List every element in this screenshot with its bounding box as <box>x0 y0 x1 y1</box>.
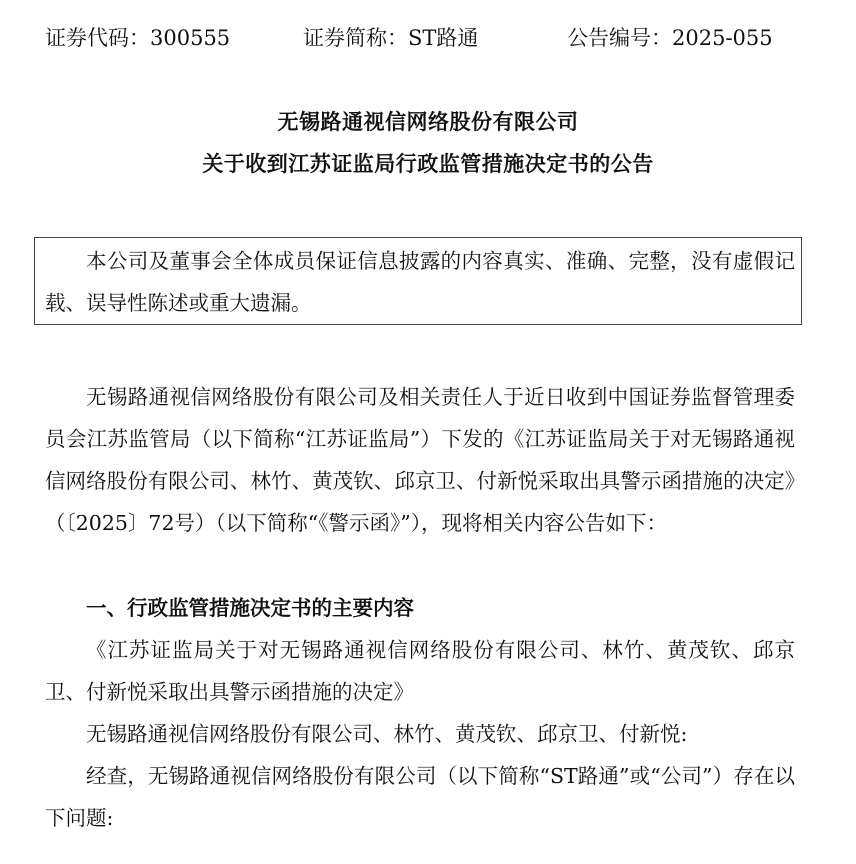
announcement-number: 公告编号：2025-055 <box>567 26 773 50</box>
stock-short-name: 证券简称：ST路通 <box>303 26 479 50</box>
body-paragraph-addressees: 无锡路通视信网络股份有限公司、林竹、黄茂钦、邱京卫、付新悦: <box>86 722 688 746</box>
body-paragraph-intro: 无锡路通视信网络股份有限公司及相关责任人于近日收到中国证券监督管理委员会江苏监管局（以下简称“江苏证监局”）下发的《江苏证监局关于对无锡路通视信网络股份有限公司、林竹、黄茂钦、邱京卫、付新悦采取出具警示函措施的决定》（〔2025〕72号）（以下简称“《警示函》”），现将相关内容公告如下： <box>45 385 795 535</box>
announcement-title: 关于收到江苏证监局行政监管措施决定书的公告 <box>202 152 654 176</box>
document-header <box>45 22 775 54</box>
section-heading: 一、行政监管措施决定书的主要内容 <box>86 596 414 620</box>
stock-code: 证券代码：300555 <box>45 26 231 50</box>
body-paragraph-findings: 经查，无锡路通视信网络股份有限公司（以下简称“ST路通”或“公司”）存在以下问题: <box>45 764 795 830</box>
company-name-title: 无锡路通视信网络股份有限公司 <box>277 110 579 134</box>
board-statement: 本公司及董事会全体成员保证信息披露的内容真实、准确、完整，没有虚假记载、误导性陈述或重大遗漏。 <box>45 249 795 315</box>
body-paragraph-decision-title: 《江苏证监局关于对无锡路通视信网络股份有限公司、林竹、黄茂钦、邱京卫、付新悦采取出具警示函措施的决定》 <box>45 638 795 704</box>
